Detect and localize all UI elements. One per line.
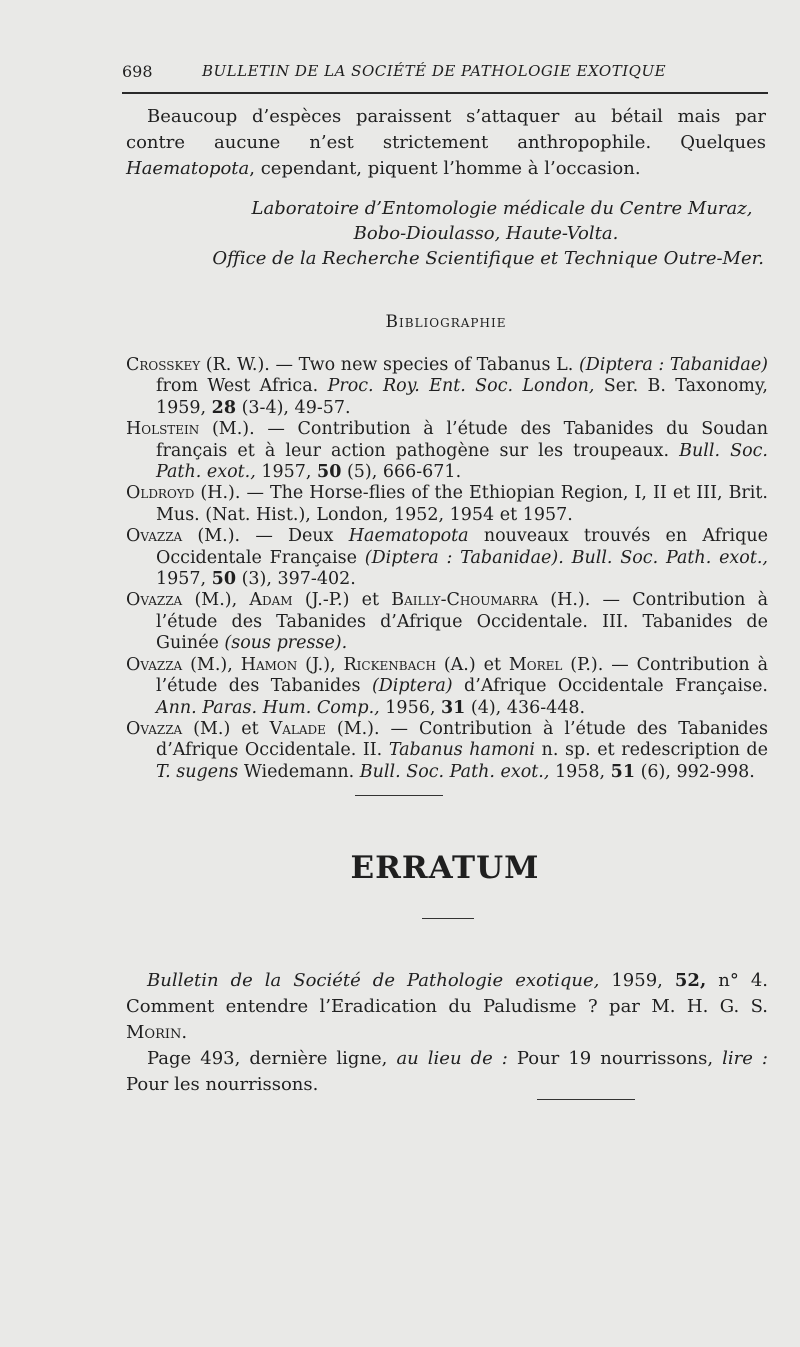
header-rule (122, 92, 768, 94)
reference-item: Oldroyd (H.). — The Horse-flies of the Ethiopian Region, I, II et III, Brit. Mus. (Nat. Hist.), London, 1952, 1954 et 1957. (126, 483, 768, 525)
affiliation-line-2: Bobo-Dioulasso, Haute-Volta. (353, 223, 619, 244)
reference-item: Crosskey (R. W.). — Two new species of Tabanus L. (Diptera : Tabanidae) from West Africa. Proc. Roy. Ent. Soc. London, Ser. B. Taxonomy, 1959, 28 (3-4), 49-57. (126, 355, 769, 418)
page-number: 698 (122, 62, 153, 81)
reference-list (126, 355, 768, 783)
affiliation-line-1: Laboratoire d’Entomologie médicale du Centre Muraz, (251, 198, 753, 219)
intro-paragraph (126, 104, 766, 182)
heading-underline (422, 918, 474, 919)
end-divider (537, 1099, 635, 1100)
affiliation-line-3: Office de la Recherche Scientifique et Technique Outre-Mer. (212, 248, 764, 269)
reference-item: Ovazza (M.), Hamon (J.), Rickenbach (A.) et Morel (P.). — Contribution à l’étude des Tabanides (Diptera) d’Afrique Occidentale Française. Ann. Paras. Hum. Comp., 1956, 31 (4), 436-448. (126, 654, 769, 718)
affiliation (126, 196, 766, 271)
erratum-body (126, 968, 768, 1098)
bibliography-heading: Bibliographie (385, 312, 507, 332)
section-divider (355, 795, 443, 796)
intro-text-1: Beaucoup d’espèces paraissent s’attaquer au bétail mais par contre aucune n’est strictement anthropophile. Quelques (126, 106, 766, 153)
intro-genus: Haematopota (126, 158, 250, 179)
reference-item: Ovazza (M.), Adam (J.-P.) et Bailly-Choumarra (H.). — Contribution à l’étude des Tabanides d’Afrique Occidentale. III. Tabanides de Guinée (sous presse). (126, 590, 769, 654)
reference-item: Holstein (M.). — Contribution à l’étude des Tabanides du Soudan français et à leur action pathogène sur les troupeaux. Bull. Soc. Path. exot., 1957, 50 (5), 666-671. (126, 419, 768, 483)
running-title: BULLETIN DE LA SOCIÉTÉ DE PATHOLOGIE EXOTIQUE (202, 62, 667, 80)
erratum-paragraph-2: Page 493, dernière ligne, au lieu de : Pour 19 nourrissons, lire : Pour les nourrissons. (126, 1048, 768, 1095)
reference-item: Ovazza (M.). — Deux Haematopota nouveaux trouvés en Afrique Occidentale Française (Diptera : Tabanidae). Bull. Soc. Path. exot., 1957, 50 (3), 397-402. (126, 526, 768, 590)
erratum-paragraph-1: Bulletin de la Société de Pathologie exotique, 1959, 52, n° 4. Comment entendre l’Eradication du Paludisme ? par M. H. G. S. Morin. (126, 970, 768, 1043)
intro-text-2: , cependant, piquent l’homme à l’occasion. (249, 158, 641, 179)
erratum-heading: ERRATUM (350, 850, 540, 886)
reference-item: Ovazza (M.) et Valade (M.). — Contribution à l’étude des Tabanides d’Afrique Occidentale. II. Tabanus hamoni n. sp. et redescription de T. sugens Wiedemann. Bull. Soc. Path. exot., 1958, 51 (6), 992-998. (126, 718, 768, 782)
page-header (122, 62, 768, 84)
